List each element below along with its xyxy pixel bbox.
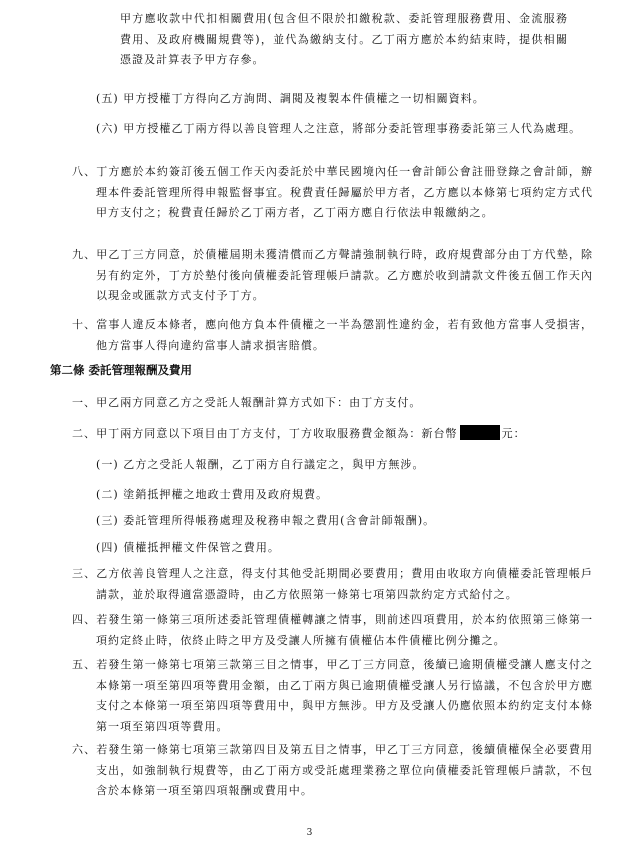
paragraph-fee-2-item-1: (一) 乙方之受託人報酬，乙丁兩方自行議定之，與甲方無涉。 — [96, 458, 425, 471]
paragraph-clause-9: 九、甲乙丁三方同意，於債權屆期未獲清償而乙方聲請強制執行時，政府規費部分由丁方代墊，除另有約定外，丁方於墊付後向債權委託管理帳戶請款。乙方應於收到請款文件後五個工作天內以現金或匯款方式支付予丁方。 — [72, 248, 593, 302]
paragraph-fee-3: 三、乙方依善良管理人之注意，得支付其他受託期間必要費用；費用由收取方向債權委託管理帳戶請款，並於取得適當憑證時，由乙方依照第一條第七項第四款約定方式給付之。 — [72, 567, 593, 601]
paragraph-clause-8: 八、丁方應於本約簽訂後五個工作天內委託於中華民國境內任一會計師公會註冊登錄之會計師，辦理本件委託管理所得申報監督事宜。稅費責任歸屬於甲方者，乙方應以本條第七項約定方式代甲方支付之；稅費責任歸於乙丁兩方者，乙丁兩方應自行依法申報繳納之。 — [72, 165, 593, 219]
paragraph-clause-10: 十、當事人違反本條者，應向他方負本件債權之一半為懲罰性違約金，若有致他方當事人受損害，他方當事人得向違約當事人請求損害賠償。 — [72, 318, 593, 352]
paragraph-item-6: (六) 甲方授權乙丁兩方得以善良管理人之注意，將部分委託管理事務委託第三人代為處理。 — [96, 122, 582, 135]
page-number: 3 — [306, 828, 313, 838]
paragraph-fee-2-item-4: (四) 債權抵押權文件保管之費用。 — [96, 541, 280, 554]
paragraph-fee-5: 五、若發生第一條第七項第三款第三目之情事，甲乙丁三方同意，後續已逾期債權受讓人應支付之本條第一項至第四項等費用金額，由乙丁兩方與已逾期債權受讓人另行協議，不包含於甲方應支付之本條第一項至第四項等費用中，與甲方無涉。甲方及受讓人仍應依照本約約定支付本條第一項至第四項等費用。 — [72, 658, 593, 733]
paragraph-fee-2-item-3: (三) 委託管理所得帳務處理及稅務申報之費用(含會計師報酬)。 — [96, 514, 436, 527]
paragraph-fee-1: 一、甲乙兩方同意乙方之受託人報酬計算方式如下：由丁方支付。 — [72, 396, 422, 409]
fee-2-unit: 元： — [501, 427, 526, 440]
paragraph-fee-6: 六、若發生第一條第七項第三款第四目及第五目之情事，甲乙丁三方同意，後續債權保全必要費用支出，如強制執行規費等，由乙丁兩方或受託處理業務之單位向債權委託管理帳戶請款，不包含於本條第一項至第四項報酬或費用中。 — [72, 743, 593, 797]
paragraph-fee-2 — [72, 424, 572, 445]
paragraph-fee-2-item-2: (二) 塗銷抵押權之地政士費用及政府規費。 — [96, 488, 329, 501]
section-title: 第二條 委託管理報酬及費用 — [50, 363, 193, 377]
fee-2-text: 二、甲丁兩方同意以下項目由丁方支付，丁方收取服務費金額為：新台幣 — [72, 427, 458, 440]
redacted-amount — [460, 425, 500, 440]
paragraph-fees-withholding: 甲方應收款中代扣相關費用(包含但不限於扣繳稅款、委託管理服務費用、金流服務費用、及政府機關規費等)，並代為繳納支付。乙丁兩方應於本約結束時，提供相關憑證及計算表予甲方存參。 — [120, 12, 568, 66]
paragraph-fee-4: 四、若發生第一條第三項所述委託管理債權轉讓之情事，則前述四項費用，於本約依照第三條第一項約定終止時，依終止時之甲方及受讓人所擁有債權佔本件債權比例分攤之。 — [72, 613, 593, 647]
paragraph-item-5: (五) 甲方授權丁方得向乙方詢問、調閱及複製本件債權之一切相關資料。 — [96, 92, 485, 105]
